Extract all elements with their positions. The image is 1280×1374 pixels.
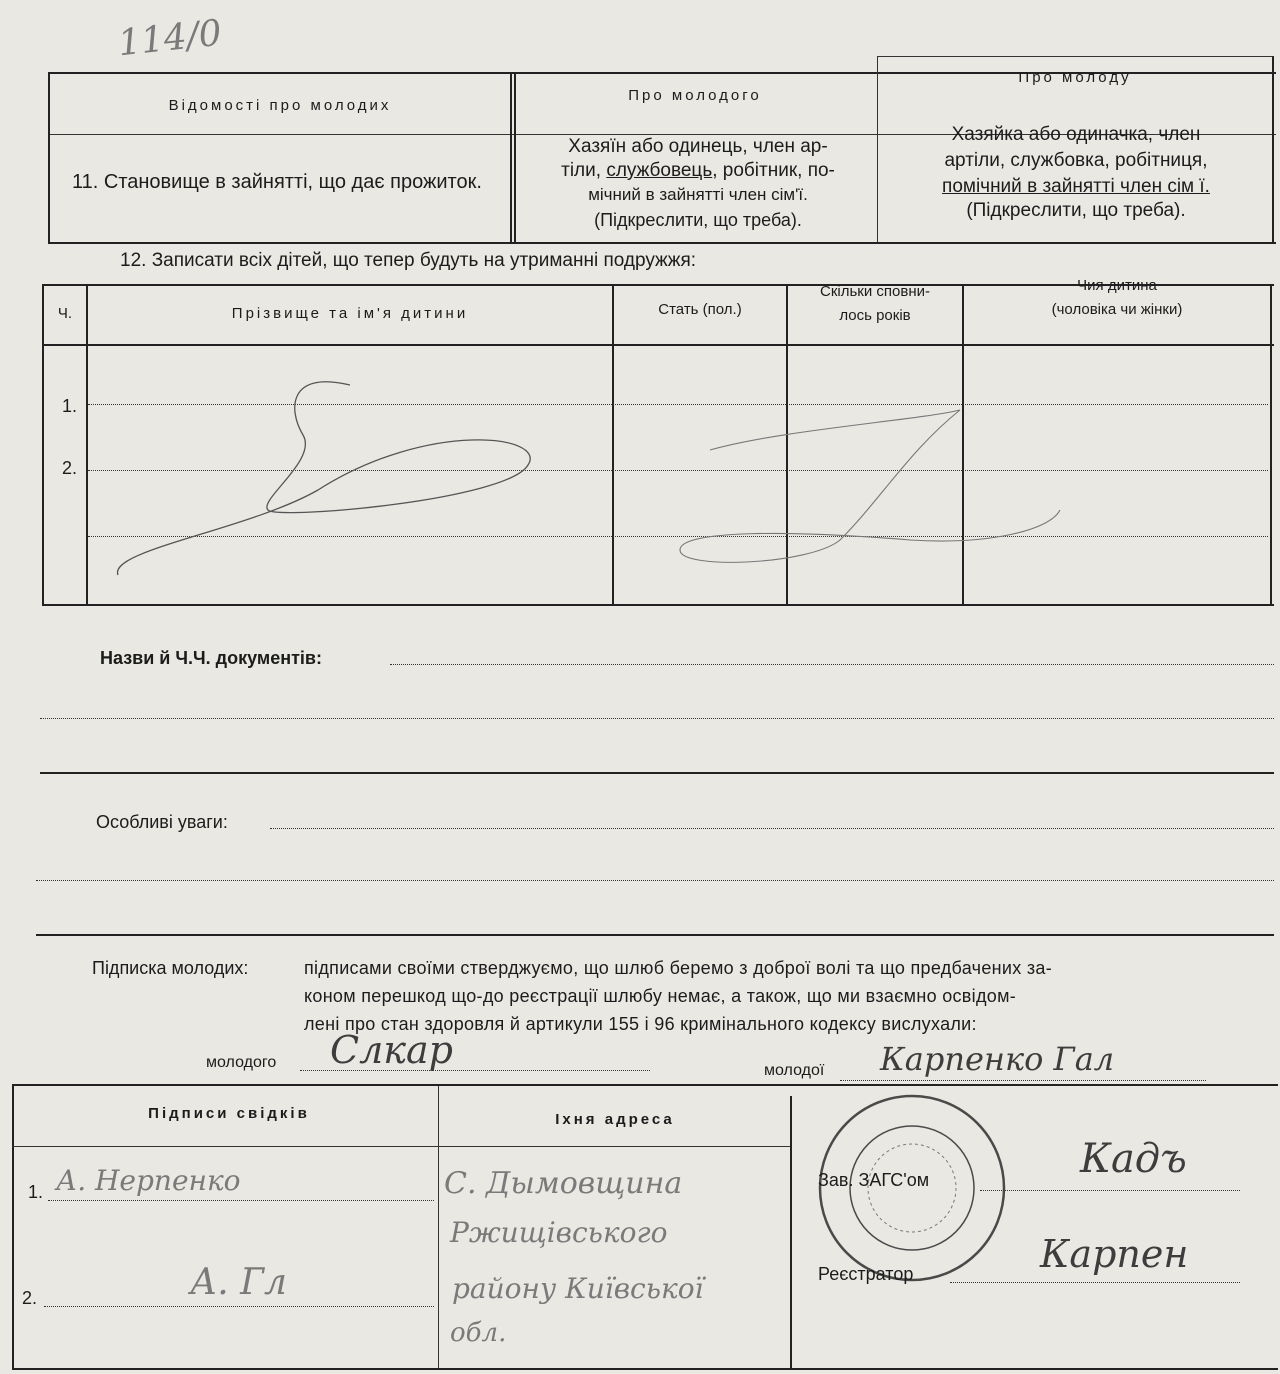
strike-flourish-left [88,350,608,600]
bride-line-4: (Підкреслити, що треба). [966,200,1186,221]
children-intro: 12. Записати всіх дітей, що тепер будуть на утриманні подружжя: [120,250,697,271]
groom-line-3: мічний в зайнятті член сім'ї. [588,185,808,204]
head-registry-line [980,1190,1240,1191]
bride-sign-line [840,1080,1206,1081]
declaration-line-2: коном перешкод що-до реєстрації шлюбу немає, а також, що ми взаємно освідом- [304,986,1017,1006]
witness-row-2-line [44,1306,434,1307]
registrar-line [950,1282,1240,1283]
archive-mark: 114/0 [116,12,224,65]
remarks-line-2 [36,880,1274,881]
remarks-end-rule [36,934,1274,936]
bride-line-1: Хазяйка або одиначка, член [951,124,1201,145]
documents-line-2 [40,718,1274,719]
header-bride: Про молоду [1018,69,1132,86]
declaration-label: Підписка молодих: [92,958,249,978]
col-witness-signatures: Підписи свідків [148,1105,310,1122]
registrar-label: Реєстратор [818,1264,914,1284]
child-row-1-number: 1. [62,396,78,416]
col-child-name: Прізвище та ім'я дитини [231,305,469,322]
documents-line-1 [390,664,1274,665]
witness-1-signature: А. Нерпенко [56,1164,241,1197]
bride-line-2: артіли, службовка, робітниця, [944,150,1208,171]
col-age-2: лось років [839,307,911,324]
witness-row-2-number: 2. [22,1288,38,1308]
groom-line-2-start: тіли, [561,160,607,181]
bride-line-3: помічний в зайнятті член сім ї. [942,176,1210,197]
declaration-line-1: підписами своїми стверджуємо, що шлюб беремо з доброї волі та що предбачених за- [304,958,1053,978]
groom-line-4: (Підкреслити, що треба). [594,210,802,230]
bride-sign-label: молодої [764,1062,825,1079]
groom-line-2 [522,158,874,184]
address-line-1: С. Дымовщина [444,1166,683,1201]
col-age-1: Скільки сповни- [820,283,930,300]
groom-underlined-employee: службовець [606,160,713,181]
documents-label: Назви й Ч.Ч. документів: [100,648,322,668]
groom-line-2-end: , робітник, по- [712,160,835,181]
header-info: Відомості про молодих [168,97,392,114]
col-witness-address: Іхня адреса [555,1111,675,1128]
witness-row-1-number: 1. [28,1182,44,1202]
strike-flourish-right [660,390,1080,590]
groom-signature: Слкар [330,1028,453,1072]
col-number: Ч. [57,305,73,322]
declaration-line-3: лені про стан здоровля й артикули 155 і 96 кримінального кодексу вислухали: [304,1014,977,1034]
header-groom: Про молодого [628,87,762,104]
registrar-signature: Карпен [1040,1232,1189,1276]
documents-end-rule [40,772,1274,774]
address-line-3: району Київської [452,1272,704,1305]
bride-signature: Карпенко Гал [880,1040,1115,1078]
row11-label: 11. Становище в зайнятті, що дає прожиток. [72,171,482,193]
witness-row-1-line [48,1200,434,1201]
child-row-2-number: 2. [62,458,78,478]
remarks-label: Особливі уваги: [96,812,228,832]
address-line-2: Ржищівського [450,1216,668,1249]
head-registry-label: Зав. ЗАГС'ом [818,1170,930,1190]
groom-line-1: Хазяїн або одинець, член ар- [568,136,828,157]
address-line-4: обл. [450,1318,507,1348]
remarks-line-1 [270,828,1274,829]
head-registry-signature: Кадъ [1080,1136,1187,1182]
col-sex: Стать (пол.) [658,301,742,318]
witness-2-signature: А. Гл [190,1262,287,1303]
groom-sign-label: молодого [206,1054,277,1071]
col-whose-2: (чоловіка чи жінки) [1051,301,1183,318]
col-whose-1: Чия дитина [1077,277,1157,294]
